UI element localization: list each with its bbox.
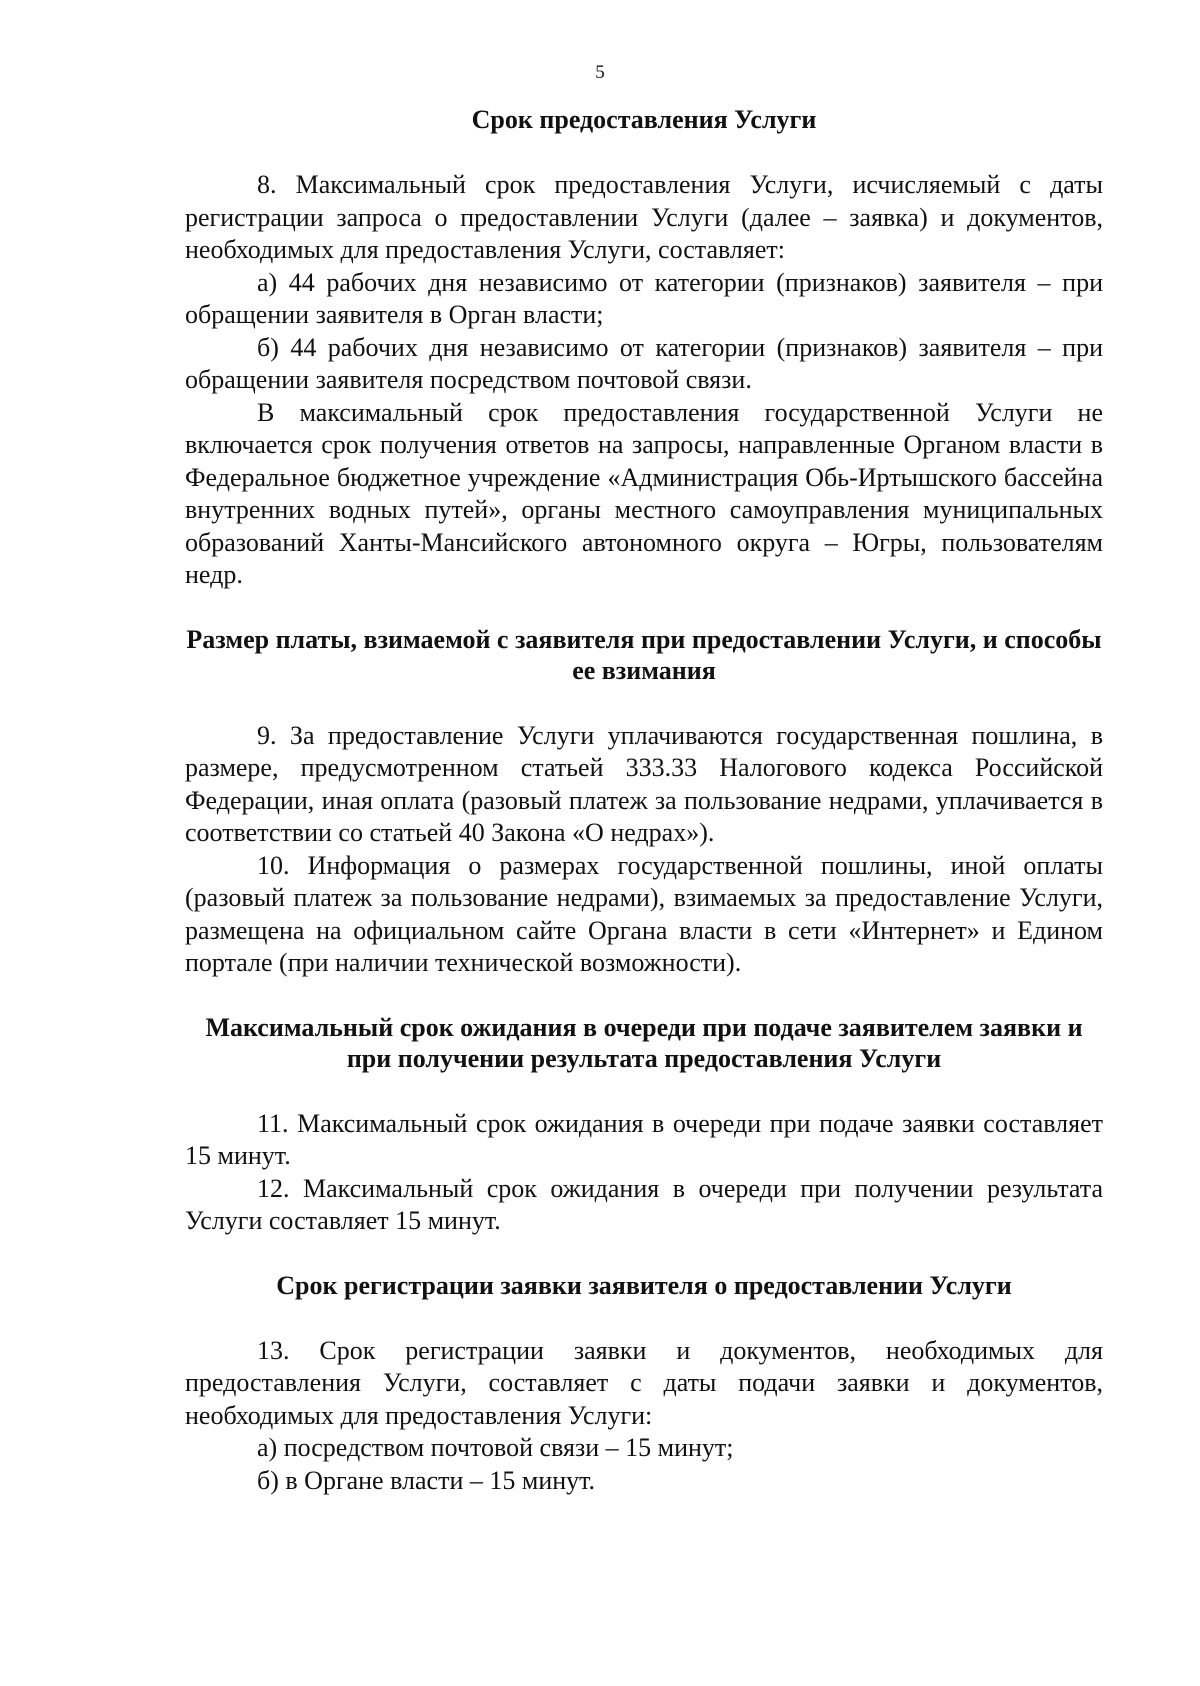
- section-heading: Срок предоставления Услуги: [471, 105, 817, 134]
- paragraph: 8. Максимальный срок предоставления Услуги, исчисляемый с даты регистрации запроса о предоставлении Услуги (далее – заявка) и документов, необходимых для предоставления Услуги, составляет:: [185, 170, 1103, 264]
- document-body: [185, 104, 1103, 1497]
- section-service-term: [185, 104, 1103, 592]
- section-registration-term: [185, 1270, 1103, 1498]
- paragraph: б) в Органе власти – 15 минут.: [257, 1465, 596, 1495]
- page-number: 5: [595, 62, 605, 83]
- paragraph: 9. За предоставление Услуги уплачиваются государственная пошлина, в размере, предусмотренном статьей 333.33 Налогового кодекса Российской Федерации, иная оплата (разовый платеж за пользование недрами, уплачивается в соответствии со статьей 40 Закона «О недрах»).: [185, 720, 1103, 847]
- section-heading: Срок регистрации заявки заявителя о предоставлении Услуги: [276, 1270, 1012, 1300]
- section-heading: Размер платы, взимаемой с заявителя при предоставлении Услуги, и способы ее взимания: [186, 624, 1102, 685]
- paragraph: В максимальный срок предоставления государственной Услуги не включается срок получения ответов на запросы, направленные Органом власти в Федеральное бюджетное учреждение «Администрация Обь-Иртышского бассейна внутренних водных путей», органы местного самоуправления муниципальных образований Ханты-Мансийского автономного округа – Югры, пользователям недр.: [185, 397, 1103, 589]
- paragraph: а) 44 рабочих дня независимо от категории (признаков) заявителя – при обращении заявителя в Орган власти;: [185, 267, 1103, 329]
- section-heading: Максимальный срок ожидания в очереди при подаче заявителем заявки и при получении результата предоставления Услуги: [205, 1012, 1083, 1073]
- paragraph: 13. Срок регистрации заявки и документов, необходимых для предоставления Услуги, составляет с даты подачи заявки и документов, необходимых для предоставления Услуги:: [185, 1335, 1103, 1430]
- section-fee: [185, 624, 1103, 980]
- paragraph: а) посредством почтовой связи – 15 минут;: [257, 1433, 734, 1462]
- paragraph: 10. Информация о размерах государственной пошлины, иной оплаты (разовый платеж за пользование недрами), взимаемых за предоставление Услуги, размещена на официальном сайте Органа власти в сети «Интернет» и Едином портале (при наличии технической возможности).: [185, 850, 1103, 977]
- section-queue-wait: [185, 1012, 1103, 1238]
- paragraph: 12. Максимальный срок ожидания в очереди при получении результата Услуги составляет 15 минут.: [185, 1173, 1103, 1235]
- paragraph: б) 44 рабочих дня независимо от категории (признаков) заявителя – при обращении заявителя посредством почтовой связи.: [185, 332, 1103, 394]
- paragraph: 11. Максимальный срок ожидания в очереди при подаче заявки составляет 15 минут.: [185, 1108, 1103, 1170]
